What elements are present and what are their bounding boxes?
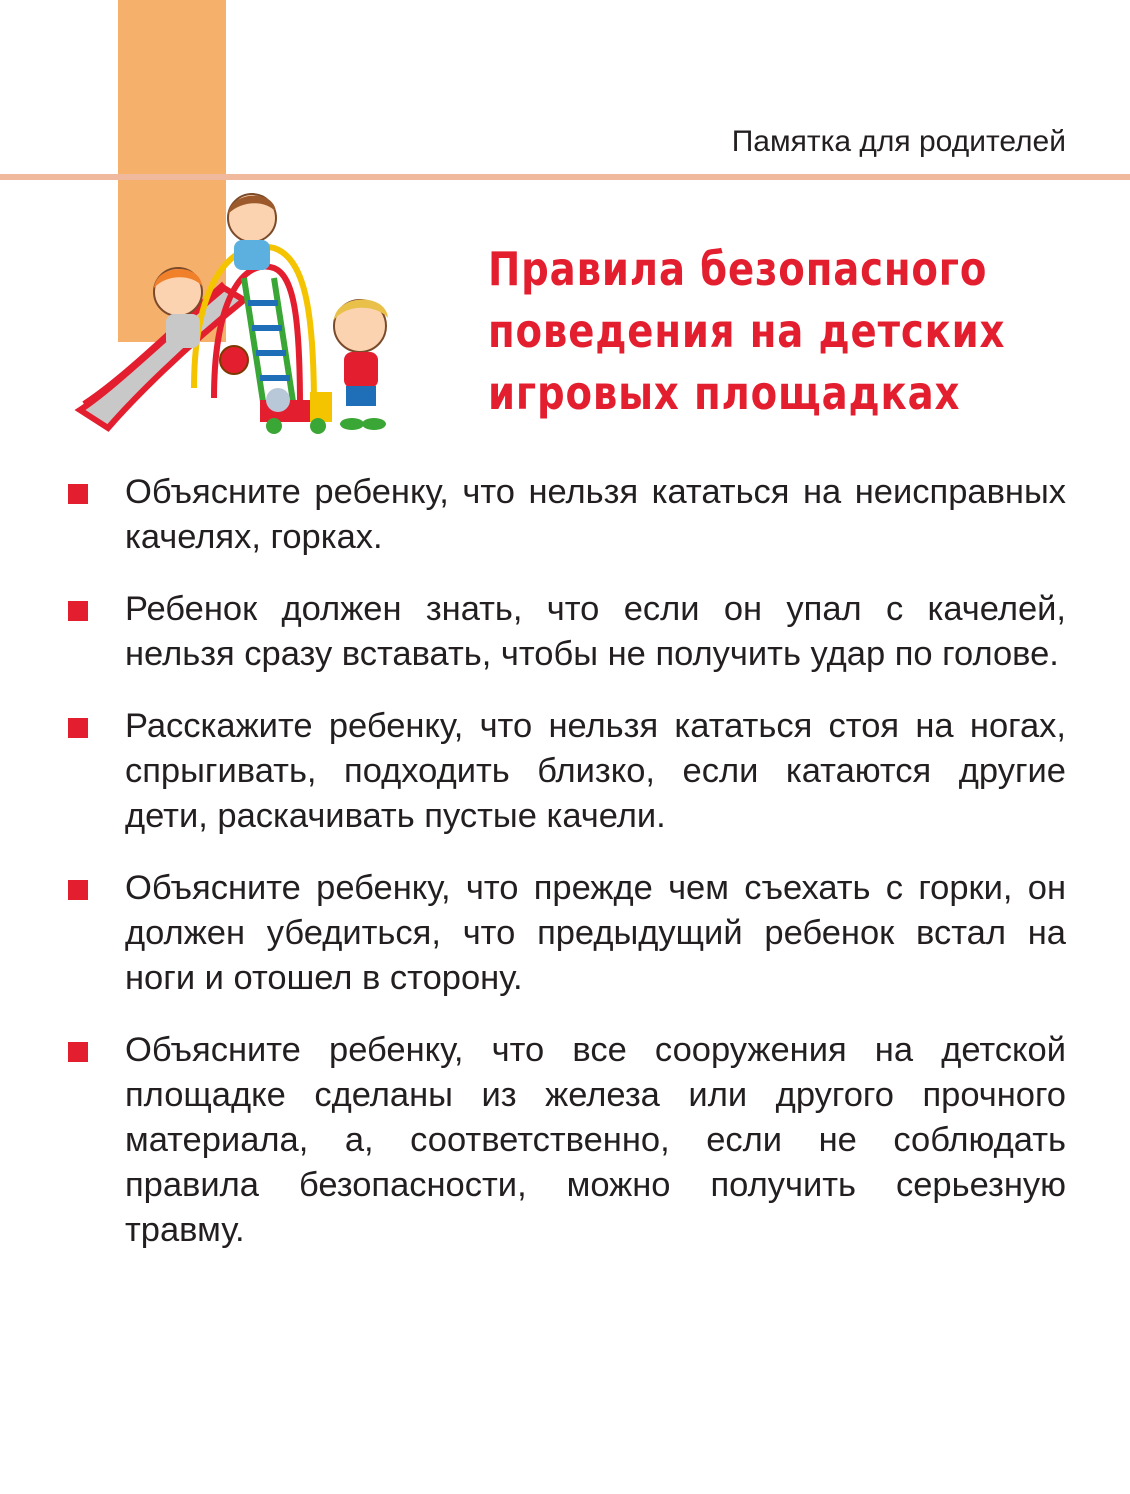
rule-text: Объясните ребенку, что все сооружения на детской площадке сделаны из железа или другого прочного материала, а, соответственно, если не соблюдать правила безопасности, можно получить серьезную травму.	[125, 1031, 1066, 1249]
rule-text: Расскажите ребенку, что нельзя кататься стоя на ногах, спрыгивать, подходить близко, если катаются другие дети, раскачивать пустые качели.	[125, 707, 1066, 835]
title-line: поведения на детских	[488, 304, 1006, 358]
ball-graphic	[220, 346, 248, 374]
toy-truck-graphic	[260, 388, 332, 434]
square-bullet-icon	[68, 718, 88, 738]
child-standing-graphic	[334, 299, 388, 430]
page-title	[488, 238, 1006, 424]
rule-item	[66, 704, 1066, 839]
square-bullet-icon	[68, 1042, 88, 1062]
header-label: Памятка для родителей	[731, 125, 1066, 158]
rule-item	[66, 1028, 1066, 1253]
title-line: Правила безопасного	[488, 242, 988, 296]
square-bullet-icon	[68, 484, 88, 504]
square-bullet-icon	[68, 880, 88, 900]
playground-illustration	[74, 188, 400, 438]
rule-text: Объясните ребенку, что нельзя кататься на неисправных качелях, горках.	[125, 473, 1066, 556]
child-slide-graphic	[154, 268, 202, 348]
rules-list	[66, 470, 1066, 1280]
child-top-graphic	[228, 194, 276, 270]
title-line: игровых площадках	[488, 366, 961, 420]
header-rule-line	[0, 174, 1130, 180]
rule-item	[66, 866, 1066, 1001]
rule-item	[66, 587, 1066, 677]
rule-text: Ребенок должен знать, что если он упал с качелей, нельзя сразу вставать, чтобы не получить удар по голове.	[125, 590, 1066, 673]
rule-item	[66, 470, 1066, 560]
square-bullet-icon	[68, 601, 88, 621]
rule-text: Объясните ребенку, что прежде чем съехать с горки, он должен убедиться, что предыдущий ребенок встал на ноги и отошел в сторону.	[125, 869, 1066, 997]
